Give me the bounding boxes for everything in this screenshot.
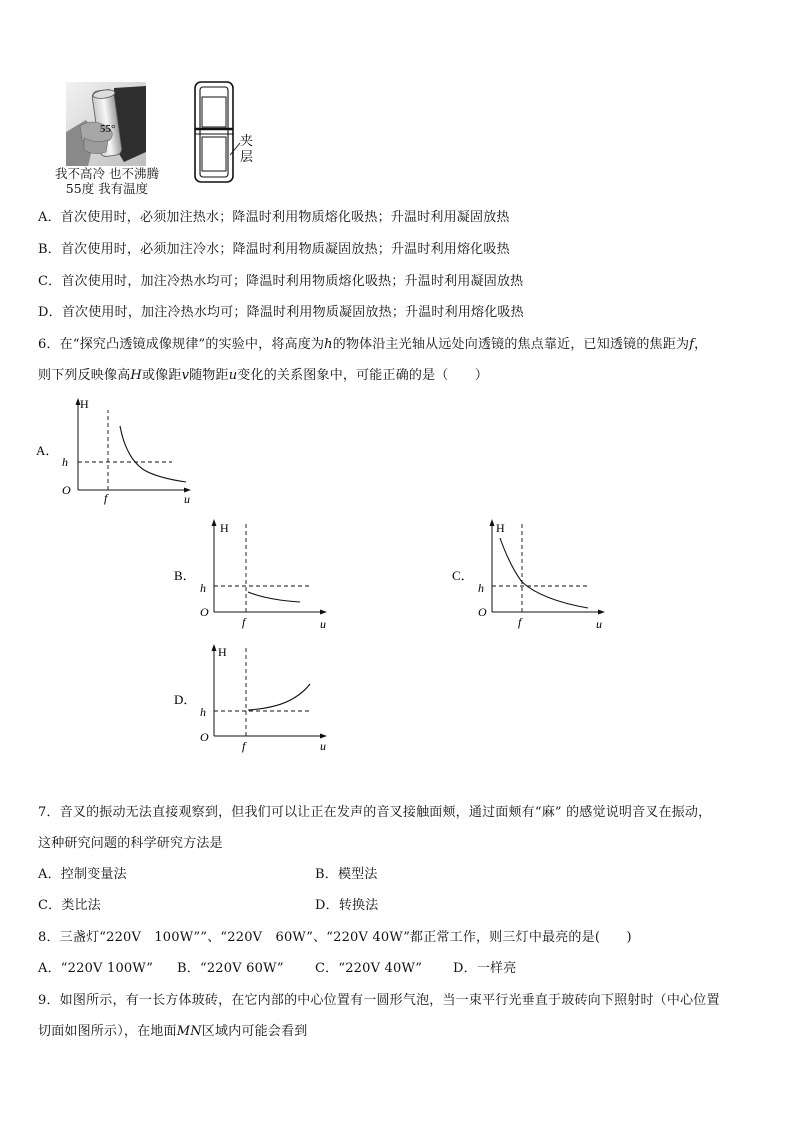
- graph-c-f-label: f: [518, 615, 522, 629]
- graph-a-h-label: h: [62, 455, 68, 469]
- q9-stem-line2: 切面如图所示），在地面MN区域内可能会看到: [38, 1024, 308, 1039]
- graph-b-h-label: h: [200, 581, 206, 595]
- graph-b-x-axis-label: u: [320, 617, 326, 631]
- q9-stem-line1: 9．如图所示，有一长方体玻砖，在它内部的中心位置有一圆形气泡，当一束平行光垂直于玻砖向下照射时（中心位置: [38, 993, 720, 1008]
- graph-d-h-label: h: [200, 705, 206, 719]
- q7-option-a: A．控制变量法: [38, 867, 127, 882]
- graph-d-origin: O: [200, 730, 209, 744]
- graph-c: [450, 516, 620, 632]
- q5-option-b: B．首次使用时，必须加注冷水；降温时利用物质凝固放热；升温时利用熔化吸热: [38, 242, 510, 257]
- cup-cross-section-diagram: [190, 79, 270, 187]
- q5-option-c: C．首次使用时，加注冷热水均可；降温时利用物质熔化吸热；升温时利用凝固放热: [38, 274, 524, 289]
- q8-stem-line1: 8．三盏灯“220V 100W””、“220V 60W”、“220V 40W”都正常工作，则三灯中最亮的是( ): [38, 930, 632, 945]
- graph-a-f-label: f: [104, 491, 108, 505]
- q7-stem-line1: 7．音叉的振动无法直接观察到，但我们可以让正在发声的音叉接触面颊，通过面颊有“麻” 的感觉说明音叉在振动，: [38, 805, 712, 820]
- graph-c-h-label: h: [478, 581, 484, 595]
- q6-stem-line2: 则下列反映像高H或像距v随物距u变化的关系图象中，可能正确的是（ ）: [38, 368, 489, 383]
- cup-photo: [66, 82, 146, 166]
- graph-b: [172, 516, 342, 632]
- graph-a-y-axis-label: H: [80, 397, 89, 411]
- q7-option-d: D．转换法: [315, 898, 379, 913]
- cup-label-2: 层: [240, 149, 254, 164]
- graph-a-x-axis-label: u: [184, 492, 190, 506]
- graph-a: [36, 396, 196, 506]
- graph-b-letter: B．: [174, 568, 196, 583]
- graph-c-origin: O: [478, 605, 487, 619]
- q8-option-a: A．“220V 100W”: [38, 961, 154, 976]
- graph-b-y-axis-label: H: [220, 521, 229, 535]
- graph-a-origin: O: [62, 483, 71, 497]
- q7-stem-line2: 这种研究问题的科学研究方法是: [38, 836, 223, 851]
- graph-d-f-label: f: [242, 739, 246, 753]
- cup-label-1: 夹: [240, 133, 254, 148]
- graph-d-letter: D．: [174, 692, 197, 707]
- graph-b-origin: O: [200, 605, 209, 619]
- graph-a-letter: A．: [36, 443, 59, 458]
- graph-c-y-axis-label: H: [496, 521, 505, 535]
- q8-option-c: C．“220V 40W”: [315, 961, 423, 976]
- graph-c-letter: C．: [452, 568, 474, 583]
- graph-c-x-axis-label: u: [596, 617, 602, 631]
- photo-caption-line1: 我不高冷 也不沸腾: [55, 166, 159, 181]
- q5-option-d: D．首次使用时，加注冷热水均可；降温时利用物质凝固放热；升温时利用熔化吸热: [38, 305, 524, 320]
- q8-option-d: D．一样亮: [453, 961, 517, 976]
- q7-option-b: B．模型法: [315, 867, 378, 882]
- photo-caption-line2: 55度 我有温度: [65, 181, 149, 196]
- q8-option-b: B．“220V 60W”: [177, 961, 284, 976]
- graph-d-x-axis-label: u: [320, 739, 326, 753]
- graph-d: [172, 642, 342, 756]
- graph-d-y-axis-label: H: [218, 645, 227, 659]
- q5-option-a: A．首次使用时，必须加注热水；降温时利用物质熔化吸热；升温时利用凝固放热: [38, 210, 510, 225]
- q7-option-c: C．类比法: [38, 898, 101, 913]
- graph-b-f-label: f: [242, 615, 246, 629]
- q6-stem-line1: 6．在“探究凸透镜成像规律”的实验中，将高度为h的物体沿主光轴从远处向透镜的焦点靠近，已知透镜的焦距为f，: [38, 337, 708, 352]
- cup-photo-temperature: 55°: [100, 123, 116, 135]
